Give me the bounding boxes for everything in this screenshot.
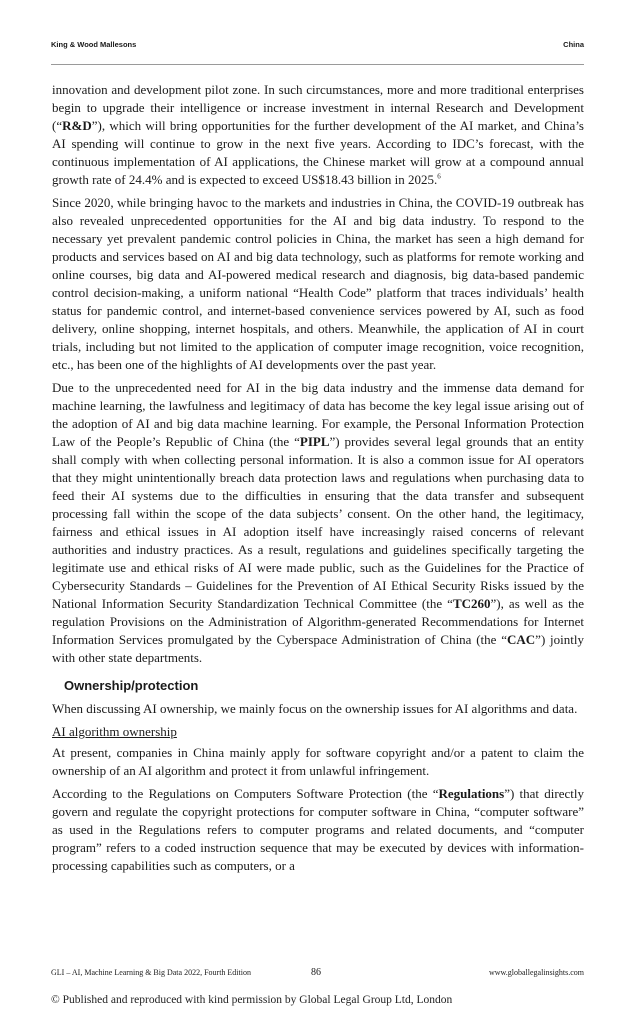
text-run: ”) that directly govern and regulate the copyright protections for computer software in China, “computer software” as used in the Regulations refers to computer programs and related documents, and “computer program” refers to a coded instruction sequence that may be executed by devices with information-processing capabilities such as computers, or a bbox=[52, 786, 584, 873]
text-run: ”), as well as the regulation Provisions on the Administration of Algorithm-generated Recommendations for Internet Information Services promulgated by the Cyberspace Administration of China (the “ bbox=[52, 596, 584, 647]
header-rule bbox=[51, 64, 584, 65]
defined-term: PIPL bbox=[299, 434, 330, 449]
defined-term: TC260 bbox=[452, 596, 491, 611]
page-number: 86 bbox=[311, 967, 321, 978]
header-firm-name: King & Wood Mallesons bbox=[51, 40, 137, 49]
section-heading: Ownership/protection bbox=[64, 678, 199, 693]
footer-publication: GLI – AI, Machine Learning & Big Data 2022, Fourth Edition bbox=[51, 968, 251, 977]
paragraph-ai-market-growth bbox=[52, 81, 584, 189]
text-run: At present, companies in China mainly apply for software copyright and/or a patent to claim the ownership of an AI algorithm and protect it from unlawful infringement. bbox=[52, 745, 584, 778]
paragraph-software-regulations bbox=[52, 785, 584, 875]
body-content bbox=[52, 81, 584, 880]
text-run: ”) provides several legal grounds that an entity shall comply with when collecting personal information. It is also a common issue for AI operators that they might unintentionally breach data protection laws and regulations when purchasing data to feed their AI systems due to the difficulties in ensuring that the data transfer and subsequent processing fall within the scope of the data subjects’ consent. On the other hand, the legitimacy, fairness and ethical issues in AI adoption itself have increasingly raised concerns of relevant authorities and industry practices. As a result, regulations and guidelines specifically targeting the legitimate use and ethical risks of AI were made public, such as the Guidelines for the Practice of Cybersecurity Standards – Guidelines for the Prevention of AI Ethical Security Risks issued by the National Information Security Standardization Technical Committee (the “ bbox=[52, 434, 585, 611]
footer-website: www.globallegalinsights.com bbox=[488, 968, 584, 977]
footnote-marker: 6 bbox=[437, 172, 441, 181]
header-jurisdiction: China bbox=[563, 40, 584, 49]
paragraph-ownership-intro bbox=[52, 700, 584, 718]
text-run: Due to the unprecedented need for AI in the big data industry and the immense data demand for machine learning, the lawfulness and legitimacy of data has become the key legal issue arising out of the adoption of AI and big data machine learning. For example, the Personal Information Protection Law of the People’s Republic of China (the “ bbox=[52, 380, 584, 449]
subheading-algorithm-ownership: AI algorithm ownership bbox=[52, 724, 177, 739]
running-header bbox=[51, 40, 584, 54]
permission-notice: © Published and reproduced with kind permission by Global Legal Group Ltd, London bbox=[51, 994, 453, 1006]
text-run: According to the Regulations on Computers Software Protection (the “ bbox=[52, 786, 439, 801]
paragraph-copyright-patent bbox=[52, 744, 584, 780]
text-run: When discussing AI ownership, we mainly focus on the ownership issues for AI algorithms and data. bbox=[52, 701, 578, 716]
defined-term: CAC bbox=[507, 632, 536, 647]
text-run: Since 2020, while bringing havoc to the markets and industries in China, the COVID-19 outbreak has also revealed unprecedented opportunities for the AI and big data industry. To respond to the necessary yet prevalent pandemic control policies in China, the market has seen a high demand for products and services based on AI and big data technology, such as platforms for remote working and online courses, big data and AI-powered medical research and diagnosis, big data-based pandemic control decision-making, a uniform national “Health Code” platform that traces individuals’ health status for pandemic control, and internet-based convenience services powered by AI, such as food delivery, online shopping, internet hospitals, and others. Meanwhile, the application of AI in court trials, including but not limited to the application of computer image recognition, voice recognition, etc., has been one of the highlights of AI developments over the past year. bbox=[52, 195, 584, 372]
text-run: ”), which will bring opportunities for the further development of the AI market, and China’s AI spending will continue to grow in the next five years. According to IDC’s forecast, with the continuous implementation of AI applications, the Chinese market will grow at a compound annual growth rate of 24.4% and is expected to exceed US$18.43 billion in 2025. bbox=[52, 118, 584, 187]
defined-term: R&D bbox=[62, 118, 92, 133]
text-run: ”) jointly with other state departments. bbox=[52, 632, 584, 665]
text-run: innovation and development pilot zone. In such circumstances, more and more traditional enterprises begin to upgrade their intelligence or increase investment in internal Research and Development (“ bbox=[52, 82, 584, 133]
defined-term: Regulations bbox=[438, 786, 505, 801]
paragraph-covid-opportunities bbox=[52, 194, 584, 374]
paragraph-data-legitimacy bbox=[52, 379, 584, 667]
